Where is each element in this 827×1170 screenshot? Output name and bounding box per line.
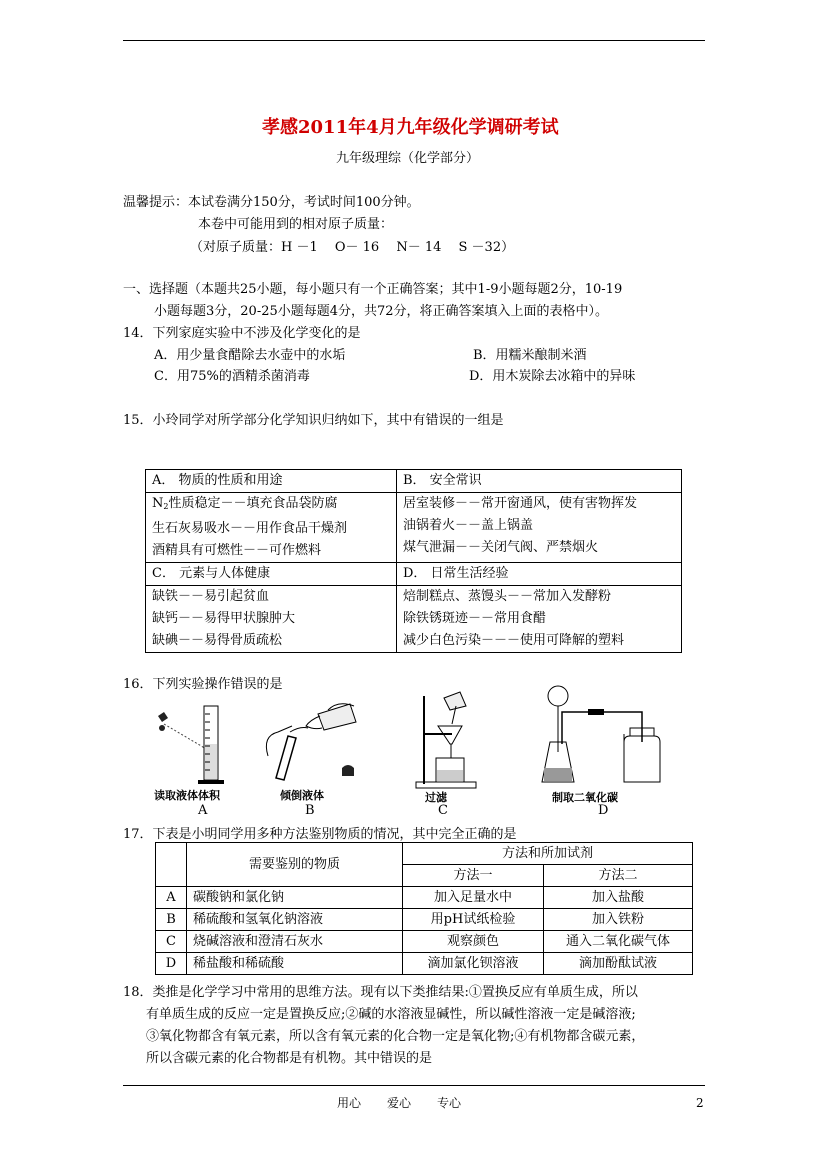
row-method-2: 加入盐酸 <box>544 887 693 909</box>
q15-b-head: B． 安全常识 <box>397 470 682 493</box>
q18-line-1: 18．类推是化学学习中常用的思维方法。现有以下类推结果:①置换反应有单质生成，所以 <box>123 985 638 1000</box>
q15-c-line-3: 缺碘－－易得骨质疏松 <box>152 633 283 648</box>
fig-d-caption: 制取二氧化碳 <box>552 791 618 804</box>
header-rule <box>123 40 705 41</box>
pouring-liquid-illustration <box>258 696 368 788</box>
footer-motto-3: 专心 <box>437 1096 462 1110</box>
fig-a-letter: A <box>198 803 208 818</box>
row-method-1: 观察颜色 <box>403 931 544 953</box>
row-substance: 稀盐酸和稀硫酸 <box>187 953 403 975</box>
row-method-2: 通入二氧化碳气体 <box>544 931 693 953</box>
footer-motto-1: 用心 <box>337 1096 362 1110</box>
q17-table <box>155 842 693 975</box>
fig-a-caption: 读取液体体积 <box>154 789 220 802</box>
page-title: 孝感2011年4月九年级化学调研考试 <box>262 117 559 138</box>
row-label: C <box>156 931 187 953</box>
q17-substance-header: 需要鉴别的物质 <box>187 843 403 887</box>
q18-line-2: 有单质生成的反应一定是置换反应;②碱的水溶液显碱性，所以碱性溶液一定是碱溶液; <box>146 1007 636 1022</box>
q15-d-head: D． 日常生活经验 <box>397 563 682 586</box>
row-method-1: 加入足量水中 <box>403 887 544 909</box>
row-substance: 烧碱溶液和澄清石灰水 <box>187 931 403 953</box>
notice-line-1: 温馨提示：本试卷满分150分，考试时间100分钟。 <box>123 195 420 210</box>
footer-motto-2: 爱心 <box>387 1096 412 1110</box>
page-number: 2 <box>696 1096 704 1110</box>
q15-a-line-2: 生石灰易吸水－－用作食品干燥剂 <box>152 521 348 536</box>
fig-b-letter: B <box>305 803 315 818</box>
row-method-1: 滴加氯化钡溶液 <box>403 953 544 975</box>
notice-line-3: （对原子质量：H －1 O－ 16 N－ 14 S －32） <box>190 240 515 255</box>
q16-stem: 16．下列实验操作错误的是 <box>123 677 283 692</box>
q15-d-line-2: 除铁锈斑迹－－常用食醋 <box>403 611 547 626</box>
fig-b-caption: 倾倒液体 <box>280 789 324 802</box>
row-label: B <box>156 909 187 931</box>
table-row <box>156 887 693 909</box>
q15-b-line-2: 油锅着火－－盖上锅盖 <box>403 518 534 533</box>
q15-a-line-3: 酒精具有可燃性－－可作燃料 <box>152 543 322 558</box>
q14-option-c: C．用75%的酒精杀菌消毒 <box>154 369 310 384</box>
q15-a-body <box>146 493 397 563</box>
page-subtitle: 九年级理综（化学部分） <box>336 151 480 166</box>
q15-d-line-3: 减少白色污染－－－使用可降解的塑料 <box>403 633 625 648</box>
q17-method-1-header: 方法一 <box>403 865 544 887</box>
graduated-cylinder-illustration <box>148 700 238 788</box>
row-label: D <box>156 953 187 975</box>
co2-apparatus-illustration <box>532 682 672 788</box>
q15-c-body <box>146 586 397 653</box>
row-method-1: 用pH试纸检验 <box>403 909 544 931</box>
row-substance: 碳酸钠和氯化钠 <box>187 887 403 909</box>
q15-b-line-1: 居室装修－－常开窗通风，使有害物挥发 <box>403 496 638 511</box>
q15-table <box>145 469 682 653</box>
table-row <box>156 931 693 953</box>
q15-c-line-1: 缺铁－－易引起贫血 <box>152 589 270 604</box>
row-substance: 稀硫酸和氢氧化钠溶液 <box>187 909 403 931</box>
section-1-line-2: 小题每题3分，20-25小题每题4分，共72分，将正确答案填入上面的表格中）。 <box>154 304 609 319</box>
fig-c-letter: C <box>438 803 448 818</box>
q17-method-2-header: 方法二 <box>544 865 693 887</box>
q15-stem: 15．小玲同学对所学部分化学知识归纳如下，其中有错误的一组是 <box>123 413 504 428</box>
fig-d-letter: D <box>598 803 609 818</box>
q15-c-head: C． 元素与人体健康 <box>146 563 397 586</box>
q14-option-d: D．用木炭除去冰箱中的异味 <box>469 369 636 384</box>
row-method-2: 加入铁粉 <box>544 909 693 931</box>
section-1-line-1: 一、选择题（本题共25小题，每小题只有一个正确答案；其中1-9小题每题2分，10-19 <box>123 282 623 297</box>
filtration-illustration <box>412 688 482 792</box>
q15-a-head: A． 物质的性质和用途 <box>146 470 397 493</box>
row-method-2: 滴加酚酞试液 <box>544 953 693 975</box>
q15-d-line-1: 焙制糕点、蒸馒头－－常加入发酵粉 <box>403 589 612 604</box>
q15-c-line-2: 缺钙－－易得甲状腺肿大 <box>152 611 296 626</box>
q15-a-line-1: $N_2$性质稳定－－填充食品袋防腐 <box>152 496 338 511</box>
q18-line-4: 所以含碳元素的化合物都是有机物。其中错误的是 <box>146 1051 433 1066</box>
q15-b-line-3: 煤气泄漏－－关闭气阀、严禁烟火 <box>403 540 599 555</box>
q17-methods-header: 方法和所加试剂 <box>403 843 693 865</box>
q14-stem: 14．下列家庭实验中不涉及化学变化的是 <box>123 326 361 341</box>
table-row <box>156 909 693 931</box>
notice-line-2: 本卷中可能用到的相对原子质量： <box>198 217 394 232</box>
q14-option-a: A．用少量食醋除去水壶中的水垢 <box>154 348 346 363</box>
row-label: A <box>156 887 187 909</box>
q18-line-3: ③氧化物都含有氧元素，所以含有氧元素的化合物一定是氧化物;④有机物都含碳元素， <box>146 1029 645 1044</box>
q15-b-body <box>397 493 682 563</box>
table-row <box>156 953 693 975</box>
footer-rule <box>123 1085 705 1086</box>
q17-corner-cell <box>156 843 187 887</box>
q17-stem: 17．下表是小明同学用多种方法鉴别物质的情况，其中完全正确的是 <box>123 827 517 842</box>
q14-option-b: B．用糯米酿制米酒 <box>473 348 587 363</box>
fig-c-caption: 过滤 <box>425 791 447 804</box>
q15-d-body <box>397 586 682 653</box>
